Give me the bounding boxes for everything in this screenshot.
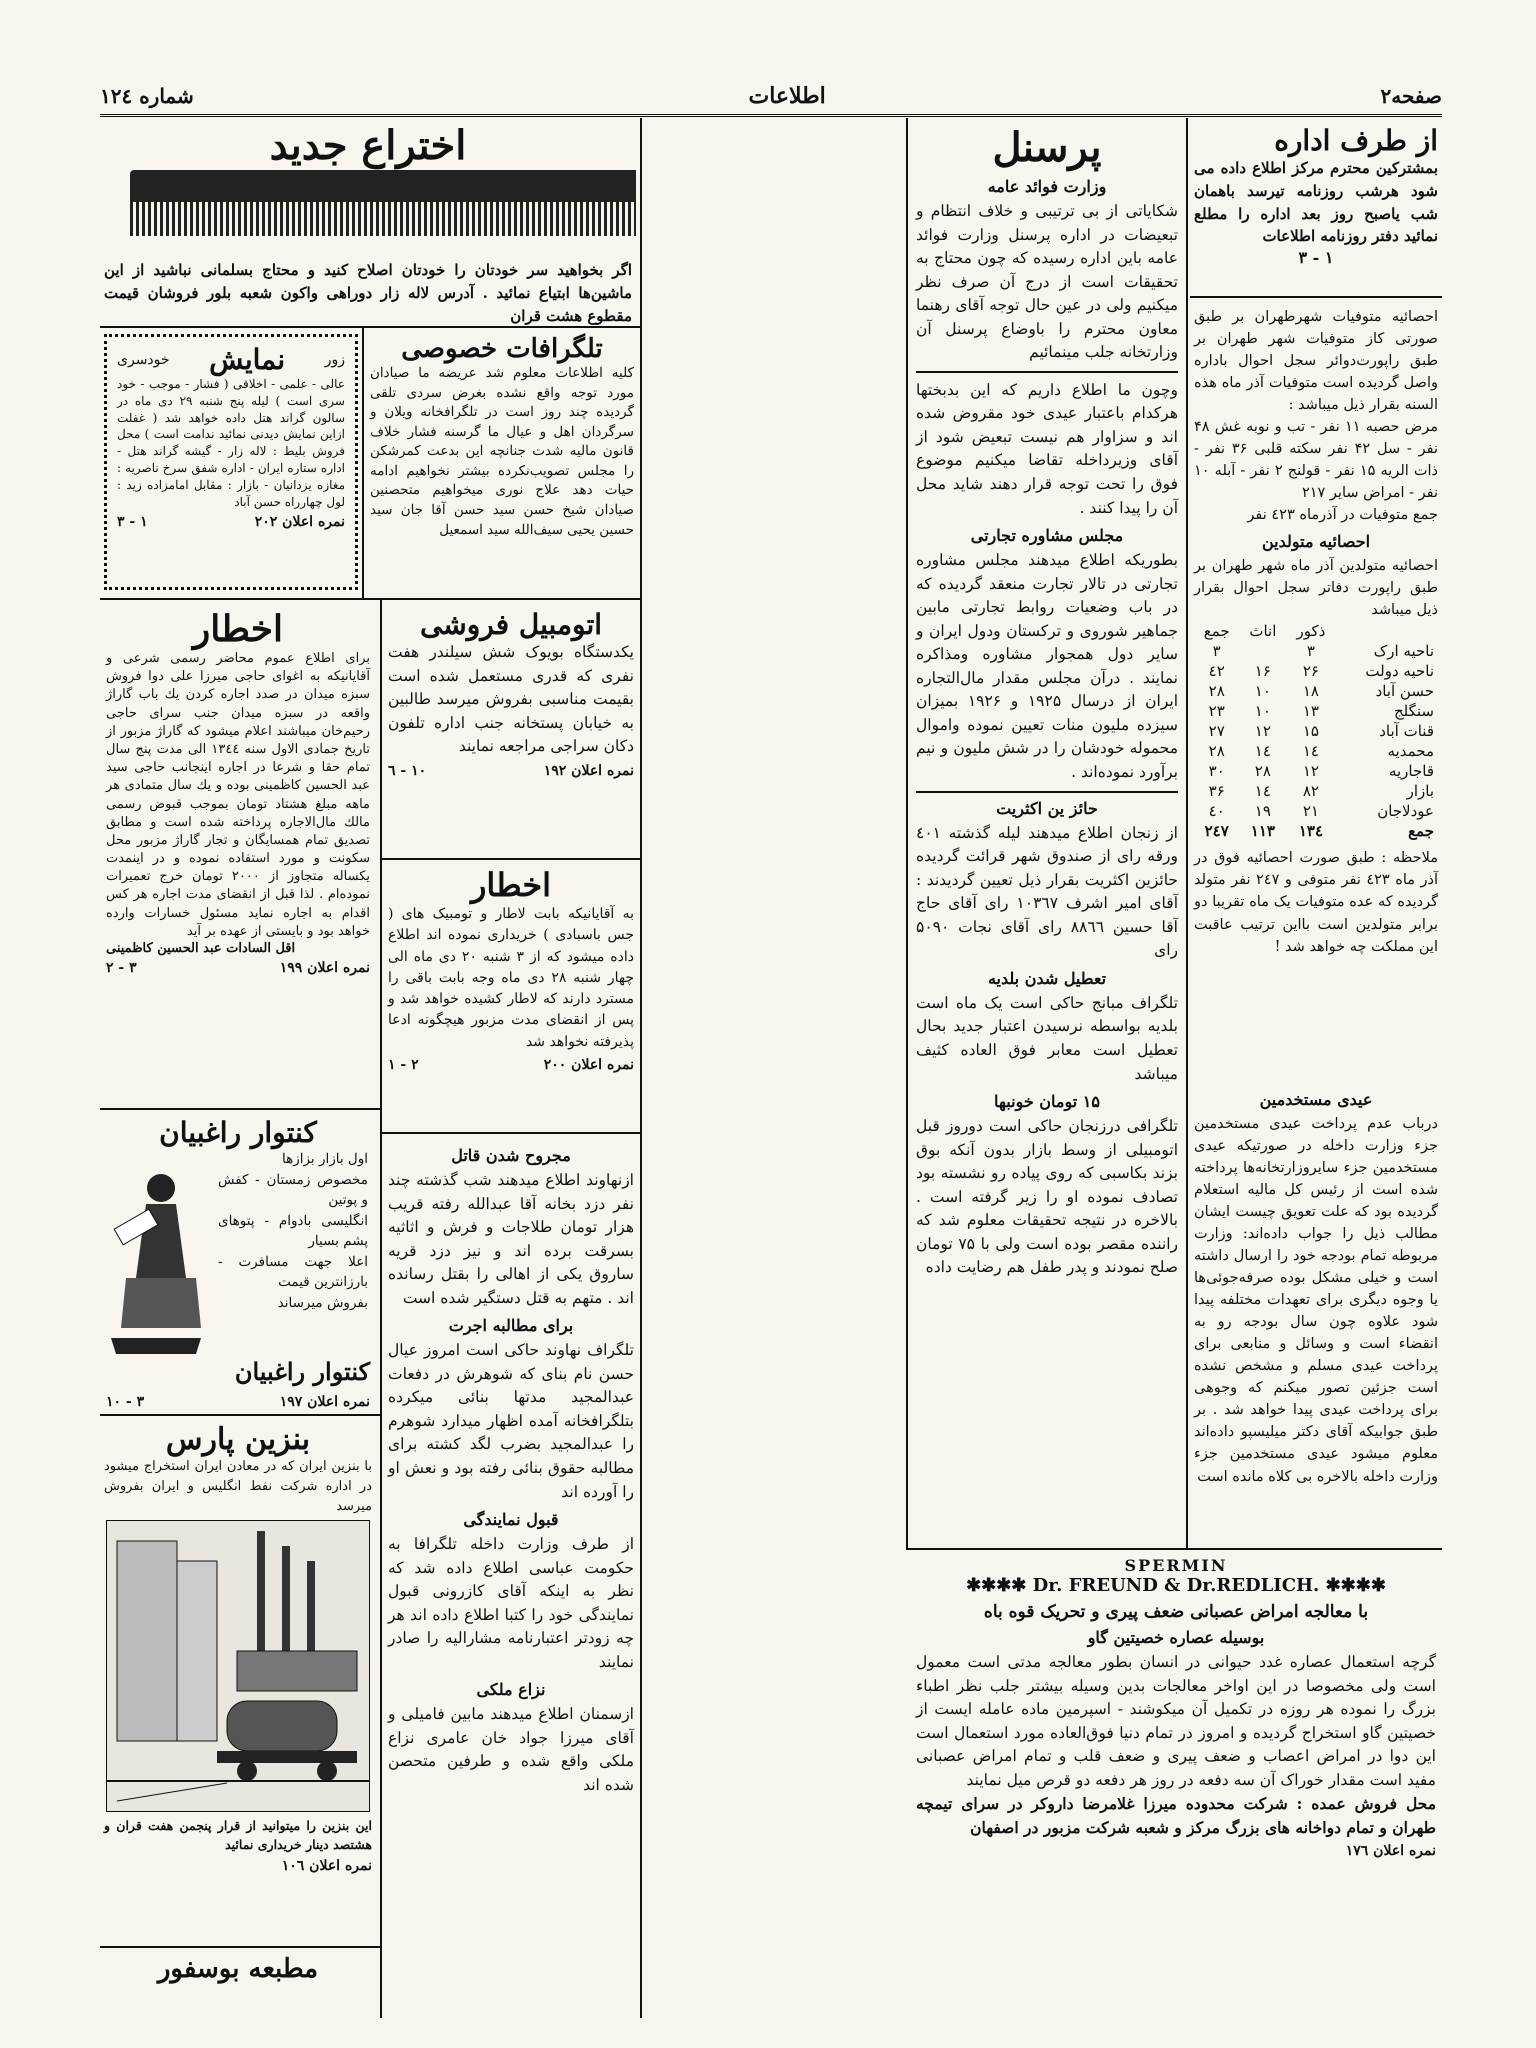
- news-title: قبول نمایندگی: [463, 1510, 559, 1530]
- news-body: تلگراف نهاوند حاکی است امروز عیال حسن نام بنای که شوهرش در دفعات عبدالمجید مدتها بنائی میکرده بتلگرافخانه آمده اظهار میدارد شوهرم را عبدالمجید بضرب لگد کشته برای مطالبه حقوق بنائی رفته بود و نعش او را آورده اند: [388, 1341, 634, 1501]
- comb-icon: [130, 170, 636, 236]
- council-body: بطوریکه اطلاع میدهند مجلس مشاوره تجارتی در تالار تجارت منعقد گردیده که در باب وضعیات روابط تجارتی مابین جماهیر شوروی و ترکستان ودول ایران و سایر دول همجوار مشاوره ومذاکره نمایند . درآن مجلس مقدار مال‌التجاره ایران از درسال ۱۹۲۵ و ۱۹۲۶ بمیزان سیزده ملیون منات تعیین نموده واموال محموله خودشان را در شش ملیون و نیم برآورد نموده‌اند .: [916, 551, 1179, 782]
- raghebian-line: انگلیسی بادوام - پتوهای پشم بسیار: [218, 1212, 368, 1250]
- table-row: حسن آباد ۱۸ ۱۰ ۲۸: [1208, 682, 1434, 701]
- column-rule: [1186, 118, 1188, 1548]
- section-divider: [100, 598, 640, 600]
- deaths-stats: [1190, 302, 1442, 1132]
- spermin-footer: [916, 1843, 1436, 1859]
- raghebian-line: مخصوص زمستان - کفش و پوتین: [218, 1171, 368, 1209]
- page-label: صفحه۲: [1380, 84, 1442, 108]
- raghebian-line: اعلا جهت مسافرت - بارزانترین قیمت: [218, 1253, 368, 1291]
- invention-body: اگر بخواهید سر خودتان را خودتان اصلاح کنید و محتاج بسلمانی نباشید از این ماشین‌ها ابتیاع نمائید . آدرس لاله زار دوراهی واکون شعبه بلور فروشان قیمت مقطوع هشت قران: [104, 261, 632, 325]
- section-divider: [1190, 296, 1442, 298]
- deaths-intro: احصائیه متوفیات شهرطهران بر طبق صورتی کاز متوفیات شهر طهران بر طبق راپورت‌دوائر سجل احوال باداره واصل گردیده است متوفیات آذر ماه هذه السنه بقرار ذیل میباشد :: [1194, 309, 1438, 414]
- news-title: برای مطالبه اجرت: [448, 1316, 574, 1336]
- warning1-footer: [106, 960, 370, 976]
- column-rule: [380, 598, 382, 2018]
- warning1-body: برای اطلاع عموم محاضر رسمی شرعی و آقایانیکه به اغوای حاجی میرزا علی دوا فروش سبزه میدان در صدد اجاره کردن یك باب گاراژ واقعه در سبزه میدان جنب سرای حاجی رحیم‌خان میباشند اعلام میشود که گاراژ مزبور از تاریخ جمادی الاول سنه ۱۳٤٤ الی مدت پنج سال تمام حقا و شرعا در اجاره اینجانب حاجی سید عبد الحسین کاظمینی بوده و یك سال متمادی هر ماهه مبلغ هشتاد تومان بموجب قبوض رسمی مالك مال‌الاجاره پرداخته شده است و مطابق تصدیق تمام همسایگان و تجار گاراژ مزبور محل سکونت و مورد استفاده نموده و در اینمدت یکساله متجاوز از ۲۰۰۰ تومان خرج تعمیرات نموده‌ام . لذا قبل از انقضای مدت اجاره هر کس اقدام به اجاره نماید مسئول خسارات وارده خواهد بود و بایستی از عهده بر آید: [106, 651, 370, 939]
- table-row: سنگلج ۱۳ ۱۰ ۲۳: [1208, 702, 1434, 721]
- section-divider: [380, 1132, 640, 1134]
- spermin-agent: محل فروش عمده : شرکت محدوده میرزا غلامرضا داروکر در سرای تیمچه طهران و تمام دواخانه های بزرگ مرکز و شعبه شرکت مزبور در اصفهان: [916, 1794, 1436, 1837]
- section-divider: [916, 371, 1178, 373]
- warning1-title: اخطار: [192, 608, 284, 650]
- news-body: ازنهاوند اطلاع میدهند شب گذشته چند نفر دزد بخانه آقا عبدالله رفته قریب هزار تومان طلاجات و فرش و اثاثیه بسرقت برده اند و نیز دزد قریه ساروق یکی از اهالی را بقتل رسانده اند . متهم به قتل دستگیر شده است: [388, 1171, 634, 1307]
- show-ad-heading: [117, 343, 345, 376]
- petrol-title: بنزین پارس: [165, 1422, 311, 1457]
- table-row: عودلاجان ۲۱ ۱۹ ٤۰: [1208, 802, 1434, 821]
- muni-title: تعطیل شدن بلدیه: [987, 968, 1107, 988]
- petrol-footer: [104, 1858, 372, 1874]
- spermin-doctors: [916, 1575, 1436, 1596]
- section-divider: [100, 1108, 380, 1110]
- invention-ad: [100, 118, 636, 326]
- festival-title: عیدی مستخدمین: [1259, 1090, 1373, 1109]
- cars-footer: [388, 763, 634, 779]
- news-title: مجروح شدن قاتل: [451, 1146, 571, 1165]
- private-telegrams: [366, 330, 638, 594]
- table-row: ناحیه دولت ۲۶ ۱۶ ٤۲: [1208, 662, 1434, 681]
- show-ad: [104, 334, 358, 590]
- deaths-total: جمع متوفیات در آذرماه ٤٢٣ نفر: [1247, 507, 1438, 524]
- births-table: [1194, 621, 1438, 841]
- deaths-causes: مرض حصبه ۱۱ نفر - تب و نوبه غش ۴۸ نفر - سل ۴۲ نفر سکته قلبی ۳۶ نفر - ذات الریه ۱۵ نفر - قولنج ۲ نفر - آبله ۱۰ نفر - امراض سایر ۲۱۷: [1194, 419, 1439, 502]
- spermin-ad: [910, 1552, 1442, 2018]
- ad-number: نمره اعلان ۱۹۹: [279, 960, 370, 976]
- section-divider: [100, 326, 640, 328]
- col-header: اناث: [1249, 622, 1277, 641]
- show-title: نمایش: [209, 343, 286, 376]
- personnel-title: پرسنل: [992, 124, 1102, 171]
- ad-run: ۱ - ۳: [117, 514, 148, 531]
- table-row: محمدیه ۱٤ ۱٤ ۲۸: [1208, 742, 1434, 761]
- show-left-tag: خودسری: [117, 351, 170, 368]
- col-header: جمع: [1203, 622, 1230, 641]
- votes-body: از زنجان اطلاع میدهند لیله گذشته ٤۰۱ ورقه رای از صندوق شهر قرائت گردیده حائزین اکثریت بقرار ذیل تعیین گردیدند : آقای امیر اشرف ۱۰۳٦۷ رای آقای حاج آقا حسین ۸۸٦٦ رای آقای نجات ۵۰۹۰ رای: [916, 823, 1178, 960]
- warning2-body: به آقایانیکه بابت لاطار و تومبیک های ( جس باسبادی ) خریداری نموده اند اطلاع داده میشود که از ۳ شنبه ۲۰ دی ماه الی چهار شنبه ۲۸ دی ماه وجه بابت باقی را مسترد دارند که لاطار کشیده خواهد شد و پس از انقضای مدت مزبور هیچگونه ادعا پذیرفته نخواهد شد: [388, 906, 634, 1050]
- warning-ad-1: [100, 604, 376, 1104]
- newspaper-name: اطلاعات: [748, 83, 826, 109]
- cars-title: اتومبیل فروشی: [419, 608, 603, 641]
- raghebian-line: بفروش میرساند: [277, 1294, 368, 1311]
- ad-number: نمره اعلان ۲۰۲: [254, 514, 345, 531]
- cars-body: یکدستگاه بویوک شش سیلندر هفت نفری که قدری مستعمل شده است بقیمت مناسبی بفروش میرسد طالبین به خیابان پستخانه جنب اداره تلفون دکان سراجی مراجعه نمایند: [388, 643, 634, 756]
- spermin-brand: SPERMIN: [1124, 1556, 1228, 1575]
- column-rule: [640, 118, 642, 2018]
- refinery-illustration: [106, 1520, 370, 1812]
- ad-number: نمره اعلان ۱۰٦: [281, 1858, 372, 1875]
- admin-notice-footer: ۱ - ۳: [1298, 248, 1334, 268]
- warning2-title: اخطار: [470, 866, 552, 904]
- issue-label: شماره ۱۲٤: [100, 84, 194, 108]
- raghebian-title: کنتوار راغبیان: [159, 1116, 317, 1149]
- masthead: [100, 78, 1442, 117]
- deaths-note: ملاحظه : طبق صورت احصائیه فوق در آذر ماه ٤٢٣ نفر متوفی و ۲٤۷ نفر متولد گردیده که عده متوفیات یک ماه تقریبا دو برابر متولدین است بااین ترتیب عاقبت این مملکت چه خواهد شد !: [1194, 850, 1438, 955]
- raghebian-footer: [106, 1394, 370, 1410]
- table-row: ناحیه ارک ۳ ۳: [1212, 642, 1434, 661]
- petrol-ad: [100, 1418, 376, 1942]
- table-row: قنات آباد ۱۵ ۱۲ ۲۷: [1208, 722, 1434, 741]
- spermin-body: گرچه استعمال عصاره غدد حیوانی در انسان بطور معالجه مدتی است معمول است ولی مخصوصا در این اواخر معالجات بدین وسیله بیشتر جلب نظر اطباء بزرگ را نموده هر روزه در تکمیل آن میکوشند - اسپرمین ماده عامله ایست از خصیتین گاو استخراج گردیده و امروز در تمام دنیا فوق‌العاده مورد استعمال است این دوا در امراض اعصاب و ضعف پیری و ضعف قلب و تمام امراض عصبانی مفید است مقدار خوراک آن سه دفعه در روز هر دفعه دو قرص میل نمایند: [916, 1653, 1436, 1789]
- column-rule: [906, 118, 908, 1548]
- council-title: مجلس مشاوره تجارتی: [970, 526, 1124, 546]
- votes-title: حائز ین اکثریت: [996, 798, 1098, 818]
- raghebian-footer-name: کنتوار راغبیان: [234, 1357, 370, 1386]
- births-title: احصائیه متولدین: [1261, 532, 1371, 552]
- festival-body: درباب عدم پرداخت عیدی مستخدمین جزء وزارت داخله در صورتیکه عیدی مستخدمین جزء سایروزارتخانه‌ها پرداخته شده است از رئیس کل مالیه استعلام گردیده بود که علت تعویق چیست ایشان مطالب ذیل را جواب داده‌اند: وزارت مربوطه تمام بودجه خود را ارسال داشته است و خیلی مشکل بوده صرفه‌جوئی‌ها یا وجوه دیگری برای تعهدات مختلفه پیدا شود علاوه چون سال بودجه رو به انقضاء است و وسائل و منابعی برای پرداخت عیدی مسلم و مشخص نشده است جزئین تصور میکنم که وجوهی برای پرداخت عیدی پیدا خواهد شد . بر طبق جوابیکه آقای دکتر میلیسپو داده‌اند معلوم میشود عیدی مستخدمین جزء وزارت داخله بالاخره بی کلاه مانده است: [1194, 1116, 1438, 1485]
- show-footer: [117, 514, 345, 530]
- warning-ad-2: [384, 862, 638, 1128]
- admin-notice-body: بمشترکین محترم مرکز اطلاع داده می شود هرشب روزنامه تیرسد باهمان شب یاصبح روز بعد اداره را مطلع نمائید دفتر روزنامه اطلاعات: [1194, 159, 1438, 246]
- column-rule: [362, 328, 364, 598]
- personnel-body2: وچون ما اطلاع داریم که این بدبختها هرکدام باعتبار عیدی خود مقروض شده اند و سزاوار هم نیست تبعیض شود از آقای وزیرداخله تقاضا میکنیم موضوع فوق را تحت توجه قرار دهند شاید محل آن را پیدا کنند .: [916, 380, 1178, 517]
- section-divider: [906, 1548, 1442, 1550]
- spermin-doctors-text: Dr. FREUND & Dr.REDLICH.: [1032, 1575, 1320, 1596]
- money-title: ۱۵ تومان خونبها: [994, 1092, 1100, 1112]
- ad-number: نمره اعلان ۱۷٦: [1345, 1843, 1436, 1860]
- admin-notice-title: از طرف اداره: [1274, 124, 1438, 157]
- star-icon: ✱✱✱✱: [1319, 1575, 1386, 1596]
- news-body: ازسمنان اطلاع میدهند مابین فامیلی و آقای میرزا جواد خان عامری نزاع ملکی واقع شده و طرفین متحصن شده اند: [388, 1705, 634, 1795]
- petrol-caption: این بنزین را میتوانید از قرار پنجمن هفت قران و هشتصد دینار خریداری نمائید: [104, 1818, 372, 1853]
- printer-name: مطبعه بوسفور: [157, 1954, 319, 1984]
- invention-title: اختراع جدید: [269, 122, 467, 169]
- raghebian-line: اول بازار بزازها: [281, 1151, 368, 1167]
- ad-number: نمره اعلان ۱۹۷: [279, 1394, 370, 1410]
- ad-number: نمره اعلان ۲۰۰: [543, 1056, 634, 1073]
- personnel-subtitle: وزارت فوائد عامه: [987, 177, 1107, 196]
- festival-column: [1190, 1080, 1442, 1540]
- table-row: قاجاریه ۱۲ ۲۸ ۳۰: [1208, 762, 1434, 781]
- warning1-signer: اقل السادات عبد الحسین کاظمینی: [106, 941, 296, 956]
- muni-body: تلگراف مبانج حاکی است یک ماه است بلدیه بواسطه نرسیدن اعتبار جدید بحال تعطیل است معابر فوق العاده کثیف میباشد: [916, 993, 1178, 1083]
- petrol-body: با بنزین ایران که در معادن ایران استخراج میشود در اداره شرکت نفط انگلیس و ایران بفروش میرسد: [104, 1459, 372, 1514]
- show-body: عالی - علمی - اخلاقی ( فشار - موجب - خود سری است ) لیله پنج شنبه ۲۹ دی ماه در سالون گراند هتل داده خواهد شد ( غفلت ازاین نمایش دیدنی نمائید ندامت است ) محل فروش بلیط : لاله زار - گیشه گراند هتل - اداره ستاره ایران - اداره شفق سرخ ناصریه : مغازه یزدانیان - بازار : مقابل امامزاده زید : لول چهارراه حسن آباد: [117, 377, 345, 509]
- section-divider: [100, 1946, 380, 1948]
- table-row: جمع ۱۳٤ ۱۱۳ ۲٤۷: [1204, 822, 1434, 841]
- warning2-footer: [388, 1057, 634, 1073]
- news-title: نزاع ملکی: [476, 1680, 546, 1700]
- section-divider: [380, 858, 640, 860]
- births-table-header: [1194, 621, 1438, 641]
- personnel-column: [910, 120, 1184, 1540]
- births-intro: احصائیه متولدین آذر ماه شهر طهران بر طبق راپورت دفاتر سجل احوال بقرار ذیل میباشد: [1194, 558, 1438, 619]
- news-body: از طرف وزارت داخله تلگرافا به حکومت عباسی اطلاع داده شد که نظر به اینکه آقای کازرونی قبول نمایندگی خود را کتبا اطلاع داده اند هر چه زودتر اعتبارنامه مشارالیه را صادر نمایند: [388, 1535, 634, 1671]
- ad-run: ۳ - ۲: [106, 960, 137, 976]
- table-row: بازار ۸۲ ۱٤ ۳۶: [1208, 782, 1434, 801]
- ad-run: ۲ - ۱: [388, 1056, 419, 1073]
- private-tel-body: کلیه اطلاعات معلوم شد عریضه ما صیادان مورد توجه واقع نشده بغرض سردی تلقی گردیده چند روز است در تلگرافخانه ویلان و سرگردان اهل و عیال ما گرسنه فشار خلاف قانون مالیه شدت جنانچه این بدعت کمرشکن را مجلس تصویب‌نکرده بیشتر نخواهیم ادامه حیات دهد علاج نوری میخواهیم متحصنین صیادان شیخ حسن سید حسن آقا جان سید حسین یحیی سیف‌الله سید اسمعیل: [370, 365, 634, 538]
- spermin-headline: با معالجه امراض عصبانی ضعف پیری و تحریک قوه باه: [983, 1602, 1369, 1622]
- section-divider: [100, 1414, 380, 1416]
- car-sale-ad: [384, 604, 638, 854]
- private-tel-title: تلگرافات خصوصی: [401, 334, 603, 364]
- raghebian-ad: [100, 1112, 376, 1412]
- personnel-body1: شکایاتی از بی ترتیبی و خلاف انتظام و تبعیضات در اداره پرسنل وزارت فوائد عامه باین اداره رسیده که چون محتاج به تحقیقات است از درج آن صرف نظر میکنیم ولی در عین حال توجه آقای رهنما معاون محترم را باوضاع پرسنل آن وزارتخانه جلب مینمائیم: [916, 202, 1178, 362]
- star-icon: ✱✱✱✱: [966, 1575, 1033, 1596]
- admin-notice: [1190, 120, 1442, 300]
- ad-run: ۱۰ - ٦: [388, 762, 427, 779]
- spermin-subhead: بوسیله عصاره خصیتین گاو: [1087, 1628, 1265, 1647]
- money-body: تلگرافی درزنجان حاکی است دوروز قبل اتومبیلی از وسط بازار بدون آنکه بوق بزند بکاسبی که روی پیاده رو نشسته بود تصادف نموده او را زیر گرفته است . بالاخره در نتیجه تحقیقات معلوم شد که راننده مقصر بوده است ولی با ۷۵ تومان صلح نمودند و پدر طفل هم رضایت داده: [916, 1117, 1178, 1277]
- col-header: ذکور: [1296, 622, 1326, 641]
- show-right-tag: زور: [324, 351, 345, 368]
- misc-news: [384, 1136, 638, 2016]
- section-divider: [916, 791, 1178, 793]
- lady-illustration: [106, 1158, 206, 1358]
- ad-run: ۳ - ۱۰: [106, 1394, 145, 1410]
- ad-number: نمره اعلان ۱۹۲: [543, 762, 634, 779]
